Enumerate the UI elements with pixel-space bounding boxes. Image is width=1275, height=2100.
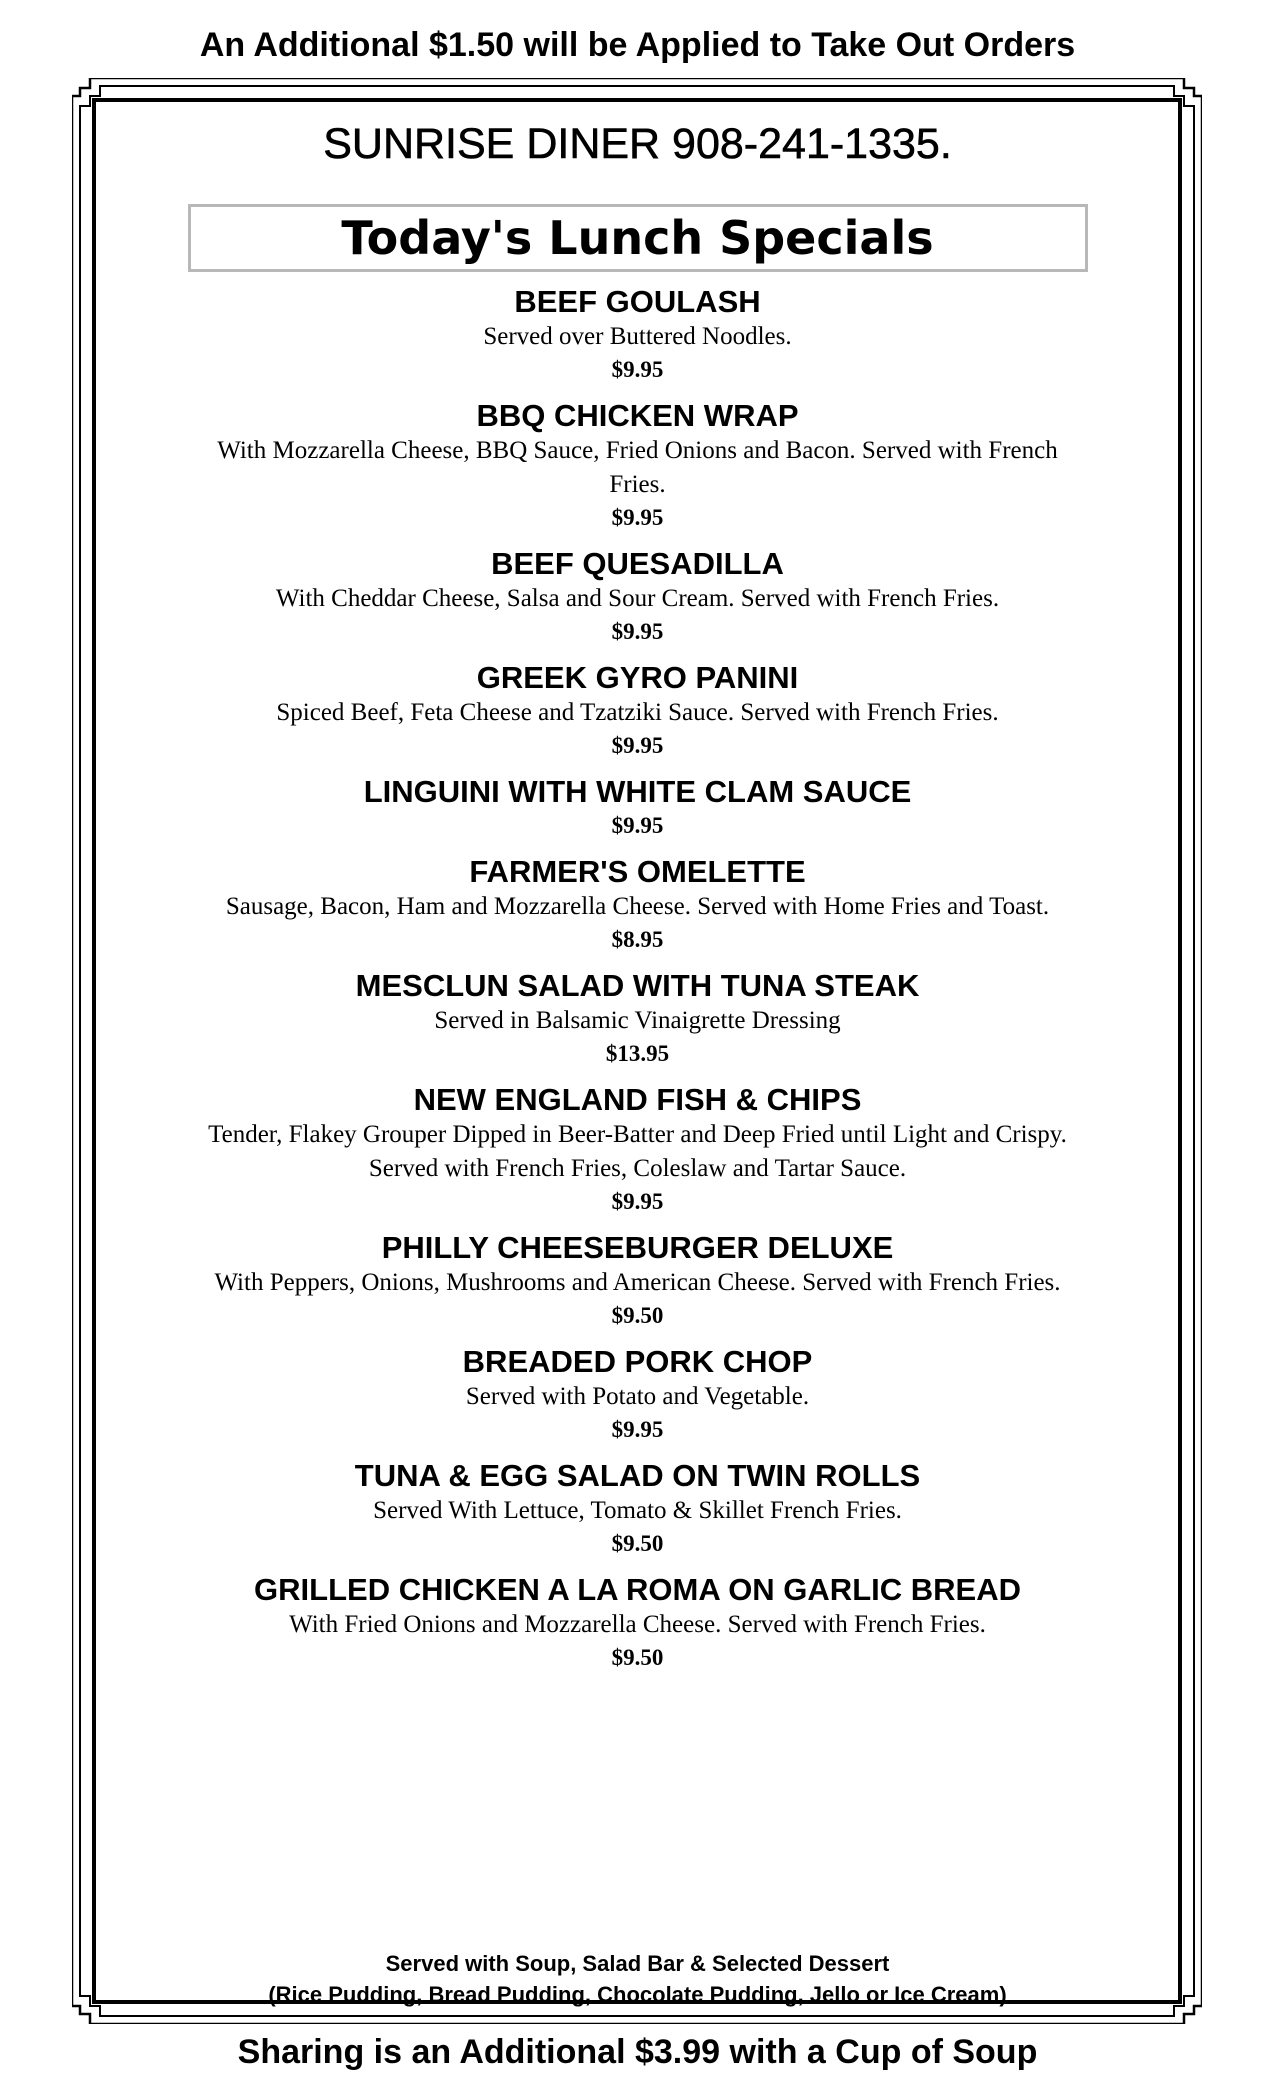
item-name: BEEF QUESADILLA <box>491 546 784 581</box>
menu-item <box>120 398 1155 534</box>
item-description: Tender, Flakey Grouper Dipped in Beer-Batter and Deep Fried until Light and Crispy. Served with French Fries, Coleslaw and Tartar Sauce. <box>208 1121 1067 1182</box>
menu-item <box>120 284 1155 386</box>
item-description: With Cheddar Cheese, Salsa and Sour Cream. Served with French Fries. <box>275 585 1000 612</box>
item-description: With Fried Onions and Mozzarella Cheese. Served with French Fries. <box>289 1611 986 1638</box>
item-price: $9.95 <box>611 357 664 382</box>
menu-item <box>120 1230 1155 1332</box>
item-name: PHILLY CHEESEBURGER DELUXE <box>381 1230 894 1265</box>
item-description: With Peppers, Onions, Mushrooms and American Cheese. Served with French Fries. <box>214 1269 1061 1296</box>
menu-content <box>120 110 1155 1686</box>
sharing-notice: Sharing is an Additional $3.99 with a Cup of Soup <box>237 2033 1038 2071</box>
item-name: BBQ CHICKEN WRAP <box>476 398 799 433</box>
item-price: $13.95 <box>605 1041 670 1066</box>
footer-line-1: Served with Soup, Salad Bar & Selected Dessert <box>385 1951 890 1976</box>
menu-item <box>120 1082 1155 1218</box>
menu-item <box>120 854 1155 956</box>
diner-title: SUNRISE DINER 908-241-1335. <box>323 120 952 168</box>
item-price: $9.95 <box>611 1189 664 1214</box>
item-description: Served in Balsamic Vinaigrette Dressing <box>434 1007 841 1034</box>
item-description: Served over Buttered Noodles. <box>483 323 792 350</box>
item-description: Spiced Beef, Feta Cheese and Tzatziki Sauce. Served with French Fries. <box>276 699 999 726</box>
item-price: $9.50 <box>611 1531 664 1556</box>
item-price: $9.95 <box>611 1417 664 1442</box>
item-price: $8.95 <box>611 927 664 952</box>
item-description: Served with Potato and Vegetable. <box>465 1383 810 1410</box>
footer-line-2: (Rice Pudding, Bread Pudding, Chocolate Pudding, Jello or Ice Cream) <box>268 1982 1007 2007</box>
specials-header-box <box>188 204 1088 272</box>
item-name: BREADED PORK CHOP <box>462 1344 813 1379</box>
item-name: BEEF GOULASH <box>514 284 761 319</box>
item-description: Sausage, Bacon, Ham and Mozzarella Cheese. Served with Home Fries and Toast. <box>225 893 1050 920</box>
specials-list <box>120 284 1155 1674</box>
item-price: $9.95 <box>611 733 664 758</box>
specials-title: Today's Lunch Specials <box>341 211 934 265</box>
item-description: With Mozzarella Cheese, BBQ Sauce, Fried Onions and Bacon. Served with French Fries. <box>217 437 1058 498</box>
item-price: $9.95 <box>611 505 664 530</box>
item-price: $9.50 <box>611 1645 664 1670</box>
menu-item <box>120 1458 1155 1560</box>
item-description: Served With Lettuce, Tomato & Skillet French Fries. <box>373 1497 902 1524</box>
item-name: GREEK GYRO PANINI <box>476 660 799 695</box>
item-name: LINGUINI WITH WHITE CLAM SAUCE <box>363 774 912 809</box>
takeout-notice: An Additional $1.50 will be Applied to Take Out Orders <box>199 26 1076 64</box>
menu-item <box>120 774 1155 842</box>
item-name: GRILLED CHICKEN A LA ROMA ON GARLIC BREAD <box>254 1572 1021 1607</box>
item-name: FARMER'S OMELETTE <box>469 854 806 889</box>
item-name: NEW ENGLAND FISH & CHIPS <box>413 1082 862 1117</box>
footer-note <box>120 1948 1155 2010</box>
menu-item <box>120 968 1155 1070</box>
menu-item <box>120 546 1155 648</box>
menu-item <box>120 1572 1155 1674</box>
item-price: $9.50 <box>611 1303 664 1328</box>
item-name: MESCLUN SALAD WITH TUNA STEAK <box>355 968 920 1003</box>
item-price: $9.95 <box>611 813 664 838</box>
menu-item <box>120 1344 1155 1446</box>
item-name: TUNA & EGG SALAD ON TWIN ROLLS <box>354 1458 921 1493</box>
item-price: $9.95 <box>611 619 664 644</box>
menu-item <box>120 660 1155 762</box>
